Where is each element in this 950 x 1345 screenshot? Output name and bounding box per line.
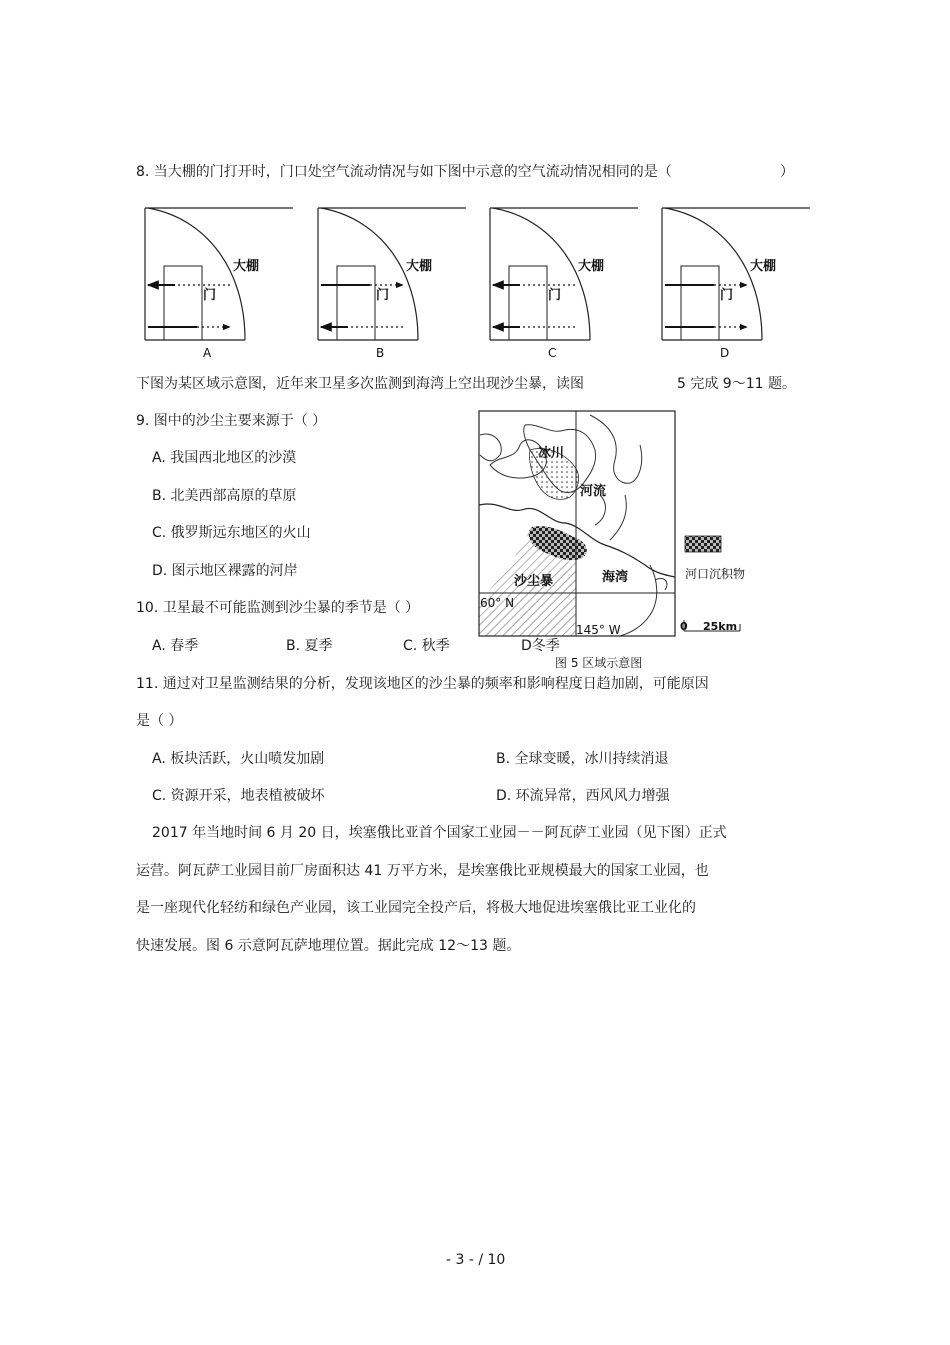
- figure-5-caption: 图 5 区域示意图: [555, 656, 643, 670]
- region-map: [470, 405, 790, 670]
- passage-line-4: 快速发展。图 6 示意阿瓦萨地理位置。据此完成 12～13 题。: [136, 938, 521, 954]
- scale-label: 25km: [703, 620, 738, 633]
- q11-option-c: C. 资源开采，地表植被破坏: [152, 788, 325, 804]
- q10-option-b: B. 夏季: [286, 638, 333, 654]
- q11-line1: 11. 通过对卫星监测结果的分析，发现该地区的沙尘暴的频率和影响程度日趋加剧，可能原因: [136, 676, 709, 692]
- greenhouse-diagram-c: [490, 208, 638, 360]
- greenhouse-label: 大棚: [233, 259, 260, 274]
- longitude-label: 145° W: [576, 623, 621, 637]
- legend-swatch: [685, 536, 721, 552]
- q10-option-d: D冬季: [521, 638, 560, 654]
- option-label: D: [720, 346, 730, 360]
- greenhouse-label: 大棚: [406, 259, 433, 274]
- q11-option-b: B. 全球变暖，冰川持续消退: [496, 751, 669, 767]
- latitude-label: 60° N: [480, 596, 515, 610]
- q9-option-d: D. 图示地区裸露的河岸: [152, 563, 298, 579]
- q11-line2: 是（ ）: [136, 713, 183, 729]
- door-label: 门: [720, 288, 734, 303]
- passage-line-1: 2017 年当地时间 6 月 20 日，埃塞俄比亚首个国家工业园－－阿瓦萨工业园（见下图）正式: [152, 825, 727, 841]
- q10-text: 10. 卫星最不可能监测到沙尘暴的季节是（ ）: [136, 600, 420, 616]
- q9-option-b: B. 北美西部高原的草原: [152, 488, 297, 504]
- greenhouse-label: 大棚: [578, 259, 605, 274]
- bay-label: 海湾: [602, 570, 629, 585]
- passage-line-3: 是一座现代化轻纺和绿色产业园，该工业园完全投产后，将极大地促进埃塞俄比亚工业化的: [136, 900, 696, 916]
- q9-option-c: C. 俄罗斯远东地区的火山: [152, 525, 311, 541]
- greenhouse-diagram-a: [145, 208, 293, 360]
- q9-text: 9. 图中的沙尘主要来源于（ ）: [136, 413, 327, 429]
- intro-9-11: 下图为某区域示意图，近年来卫星多次监测到海湾上空出现沙尘暴，读图: [136, 376, 584, 392]
- q10-option-c: C. 秋季: [403, 638, 450, 654]
- q8-paren-close: ）: [780, 164, 794, 180]
- option-label: C: [548, 346, 557, 360]
- legend-label: 河口沉积物: [685, 567, 746, 581]
- q8-greenhouse-diagrams: [0, 195, 950, 365]
- option-label: A: [203, 346, 212, 360]
- door-label: 门: [203, 288, 217, 303]
- dust-storm-label: 沙尘暴: [514, 574, 554, 589]
- q11-option-d: D. 环流异常，西风风力增强: [496, 788, 670, 804]
- river-label: 河流: [580, 484, 607, 499]
- greenhouse-diagram-d: [662, 208, 810, 360]
- scale-zero: 0: [680, 620, 688, 633]
- option-label: B: [376, 346, 385, 360]
- q9-option-a: A. 我国西北地区的沙漠: [152, 450, 297, 466]
- greenhouse-label: 大棚: [750, 259, 777, 274]
- q8-text: 8. 当大棚的门打开时，门口处空气流动情况与如下图中示意的空气流动情况相同的是（: [136, 164, 672, 180]
- door-label: 门: [548, 288, 562, 303]
- glacier-label: 冰川: [538, 446, 565, 461]
- greenhouse-diagram-b: [318, 208, 466, 360]
- q11-option-a: A. 板块活跃，火山喷发加剧: [152, 751, 325, 767]
- page-number: - 3 - / 10: [446, 1252, 506, 1268]
- q10-option-a: A. 春季: [152, 638, 199, 654]
- intro-9-11-ref: 5 完成 9～11 题。: [677, 376, 796, 392]
- door-label: 门: [376, 288, 390, 303]
- passage-line-2: 运营。阿瓦萨工业园目前厂房面积达 41 万平方米，是埃塞俄比亚规模最大的国家工业园，也: [136, 863, 709, 879]
